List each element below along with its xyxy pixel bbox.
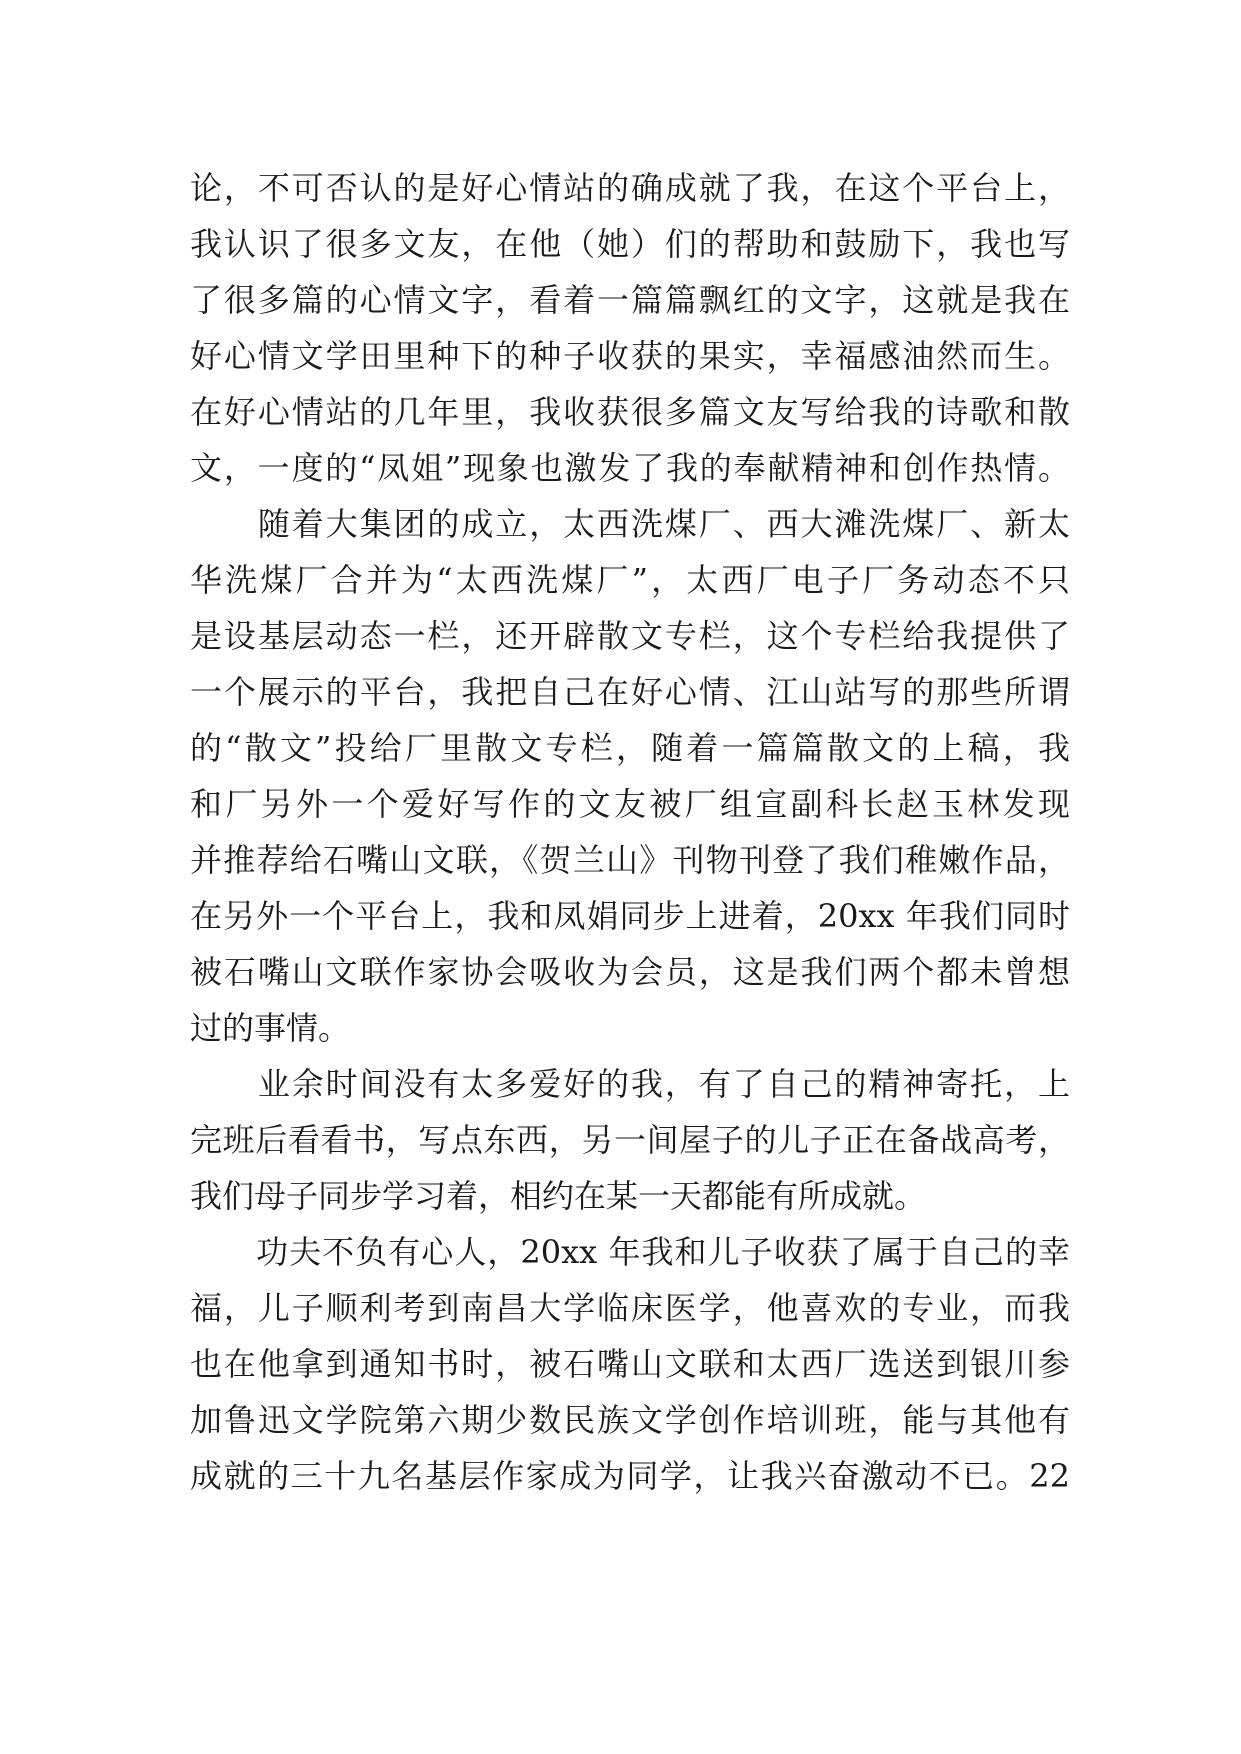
text-line: 在好心情站的几年里，我收获很多篇文友写给我的诗歌和散 [190,393,1070,431]
text-line: 一个展示的平台，我把自己在好心情、江山站写的那些所谓 [190,673,1070,711]
text-line: 的“散文”投给厂里散文专栏，随着一篇篇散文的上稿，我 [190,729,1070,767]
text-line: 是设基层动态一栏，还开辟散文专栏，这个专栏给我提供了 [190,617,1070,655]
text-line: 我们母子同步学习着，相约在某一天都能有所成就。 [190,1177,927,1215]
text-line: 过的事情。 [190,1009,351,1047]
text-line: 在另外一个平台上，我和凤娟同步上进着，20xx 年我们同时 [190,897,1070,935]
text-line: 并推荐给石嘴山文联，《贺兰山》刊物刊登了我们稚嫩作品， [190,841,1070,879]
text-line: 成就的三十九名基层作家成为同学，让我兴奋激动不已。22 [190,1457,1070,1495]
document-body [190,160,1070,1504]
text-line: 和厂另外一个爱好写作的文友被厂组宣副科长赵玉林发现 [190,785,1070,823]
text-line: 福，儿子顺利考到南昌大学临床医学，他喜欢的专业，而我 [190,1289,1070,1327]
text-line: 功夫不负有心人，20xx 年我和儿子收获了属于自己的幸 [190,1233,1070,1271]
text-line: 文，一度的“凤姐”现象也激发了我的奉献精神和创作热情。 [190,449,1070,487]
text-line: 加鲁迅文学院第六期少数民族文学创作培训班，能与其他有 [190,1401,1070,1439]
text-line: 了很多篇的心情文字，看着一篇篇飘红的文字，这就是我在 [190,281,1070,319]
text-line: 好心情文学田里种下的种子收获的果实，幸福感油然而生。 [190,337,1070,375]
text-line: 随着大集团的成立，太西洗煤厂、西大滩洗煤厂、新太 [190,505,1070,543]
text-line: 论，不可否认的是好心情站的确成就了我，在这个平台上， [190,169,1070,207]
text-line: 完班后看看书，写点东西，另一间屋子的儿子正在备战高考， [190,1121,1070,1159]
text-line: 我认识了很多文友，在他（她）们的帮助和鼓励下，我也写 [190,225,1070,263]
text-line: 华洗煤厂合并为“太西洗煤厂”，太西厂电子厂务动态不只 [190,561,1070,599]
text-line: 也在他拿到通知书时，被石嘴山文联和太西厂选送到银川参 [190,1345,1070,1383]
text-line: 被石嘴山文联作家协会吸收为会员，这是我们两个都未曾想 [190,953,1070,991]
text-line: 业余时间没有太多爱好的我，有了自己的精神寄托，上 [190,1065,1070,1103]
